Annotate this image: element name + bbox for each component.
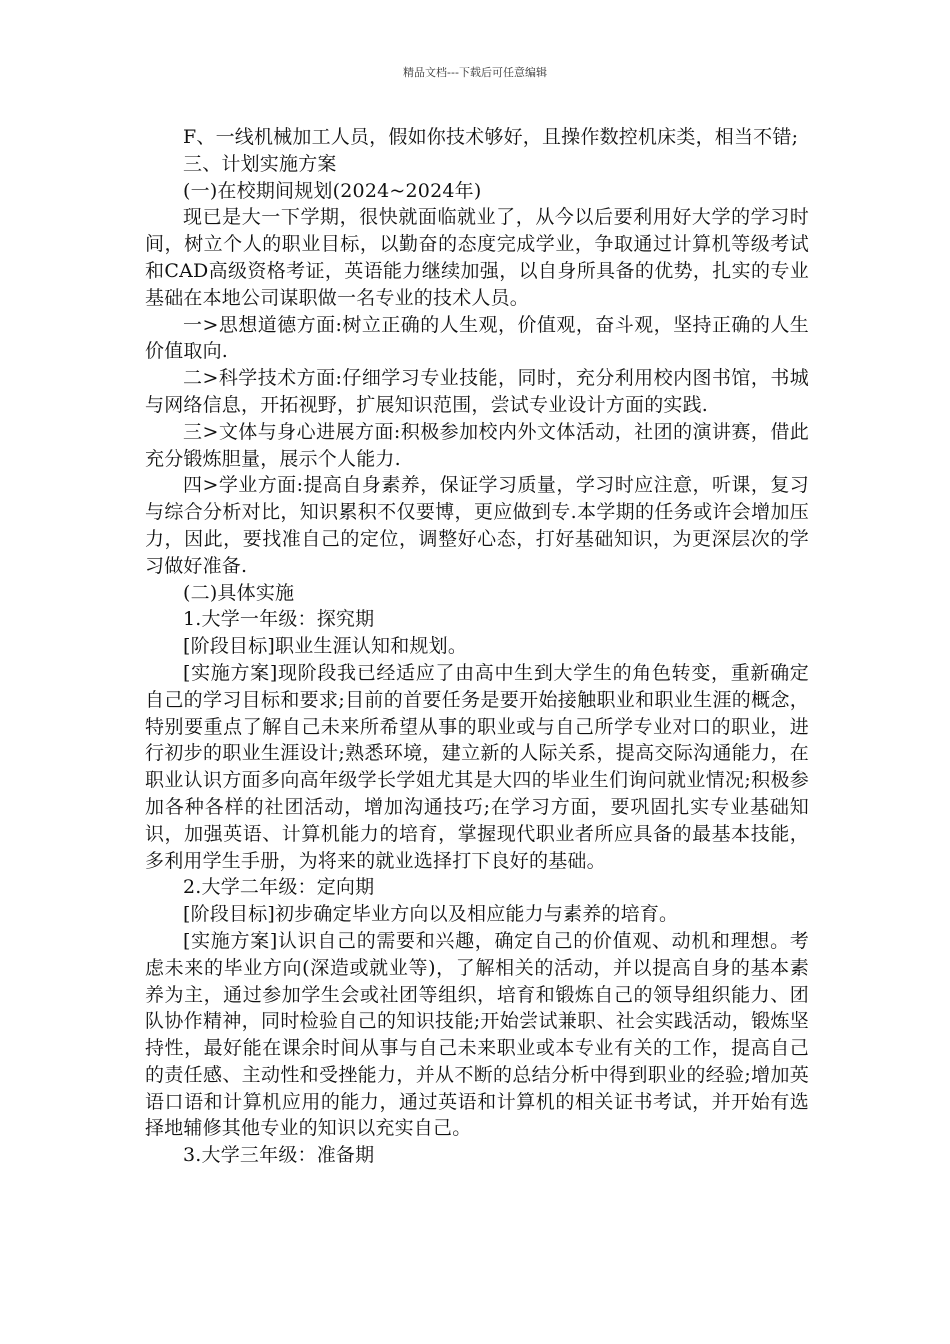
heading-year-one: 1.大学一年级：探究期 xyxy=(183,608,375,631)
page-header-note: 精品文档---下载后可任意编辑 xyxy=(403,66,547,79)
paragraph-current-status: 现已是大一下学期，很快就面临就业了，从今以后要利用好大学的学习时间，树立个人的职业目标，以勤奋的态度完成学业，争取通过计算机等级考试和CAD高级资格考证，英语能力继续加强，以自身所具备的优势，扎实的专业基础在本地公司谋职做一名专业的技术人员。 xyxy=(145,206,809,309)
paragraph-option-f: F、一线机械加工人员，假如你技术够好，且操作数控机床类，相当不错; xyxy=(183,126,799,148)
heading-year-three: 3.大学三年级：准备期 xyxy=(183,1144,375,1167)
paragraph-moral-aspect: 一>思想道德方面:树立正确的人生观，价值观，奋斗观，坚持正确的人生价值取向. xyxy=(145,313,809,363)
section-heading-implementation-plan: 三、计划实施方案 xyxy=(183,152,337,175)
year-two-stage-goal: [阶段目标]初步确定毕业方向以及相应能力与素养的培育。 xyxy=(183,903,679,926)
paragraph-sports-aspect: 三>文体与身心进展方面:积极参加校内外文体活动，社团的演讲赛，借此充分锻炼胆量，展示个人能力. xyxy=(145,420,809,470)
subsection-heading-school-period: (一)在校期间规划(2024~2024年) xyxy=(183,179,482,202)
year-one-stage-goal: [阶段目标]职业生涯认知和规划。 xyxy=(183,635,468,658)
paragraph-science-aspect: 二>科学技术方面:仔细学习专业技能，同时，充分利用校内图书馆，书城与网络信息，开拓视野，扩展知识范围，尝试专业设计方面的实践. xyxy=(145,367,809,416)
heading-year-two: 2.大学二年级：定向期 xyxy=(183,876,375,899)
year-one-implementation: [实施方案]现阶段我已经适应了由高中生到大学生的角色转变，重新确定自己的学习目标和要求;目前的首要任务是要开始接触职业和职业生涯的概念，特别要重点了解自己未来所希望从事的职业或与自己所学专业对口的职业，进行初步的职业生涯设计;熟悉环境，建立新的人际关系，提高交际沟通能力，在职业认识方面多向高年级学长学姐尤其是大四的毕业生们询问就业情况;积极参加各种各样的社团活动，增加沟通技巧;在学习方面，要巩固扎实专业基础知识，加强英语、计算机能力的培育，掌握现代职业者所应具备的最基本技能，多利用学生手册，为将来的就业选择打下良好的基础。 xyxy=(145,661,809,872)
year-two-implementation: [实施方案]认识自己的需要和兴趣，确定自己的价值观、动机和理想。考虑未来的毕业方向(深造或就业等)，了解相关的活动，并以提高自身的基本素养为主，通过参加学生会或社团等组织，培育和锻炼自己的领导组织能力、团队协作精神，同时检验自己的知识技能;开始尝试兼职、社会实践活动，锻炼坚持性，最好能在课余时间从事与自己未来职业或本专业有关的工作，提高自己的责任感、主动性和受挫能力，并从不断的总结分析中得到职业的经验;增加英语口语和计算机应用的能力，通过英语和计算机的相关证书考试，并开始有选择地辅修其他专业的知识以充实自己。 xyxy=(145,929,809,1140)
document-body xyxy=(145,124,809,1169)
paragraph-study-aspect: 四>学业方面:提高自身素养，保证学习质量，学习时应注意，听课，复习与综合分析对比，知识累积不仅要博，更应做到专.本学期的任务或许会增加压力，因此，要找准自己的定位，调整好心态，打好基础知识，为更深层次的学习做好准备. xyxy=(145,474,809,577)
subsection-heading-specific-implementation: (二)具体实施 xyxy=(183,581,295,604)
